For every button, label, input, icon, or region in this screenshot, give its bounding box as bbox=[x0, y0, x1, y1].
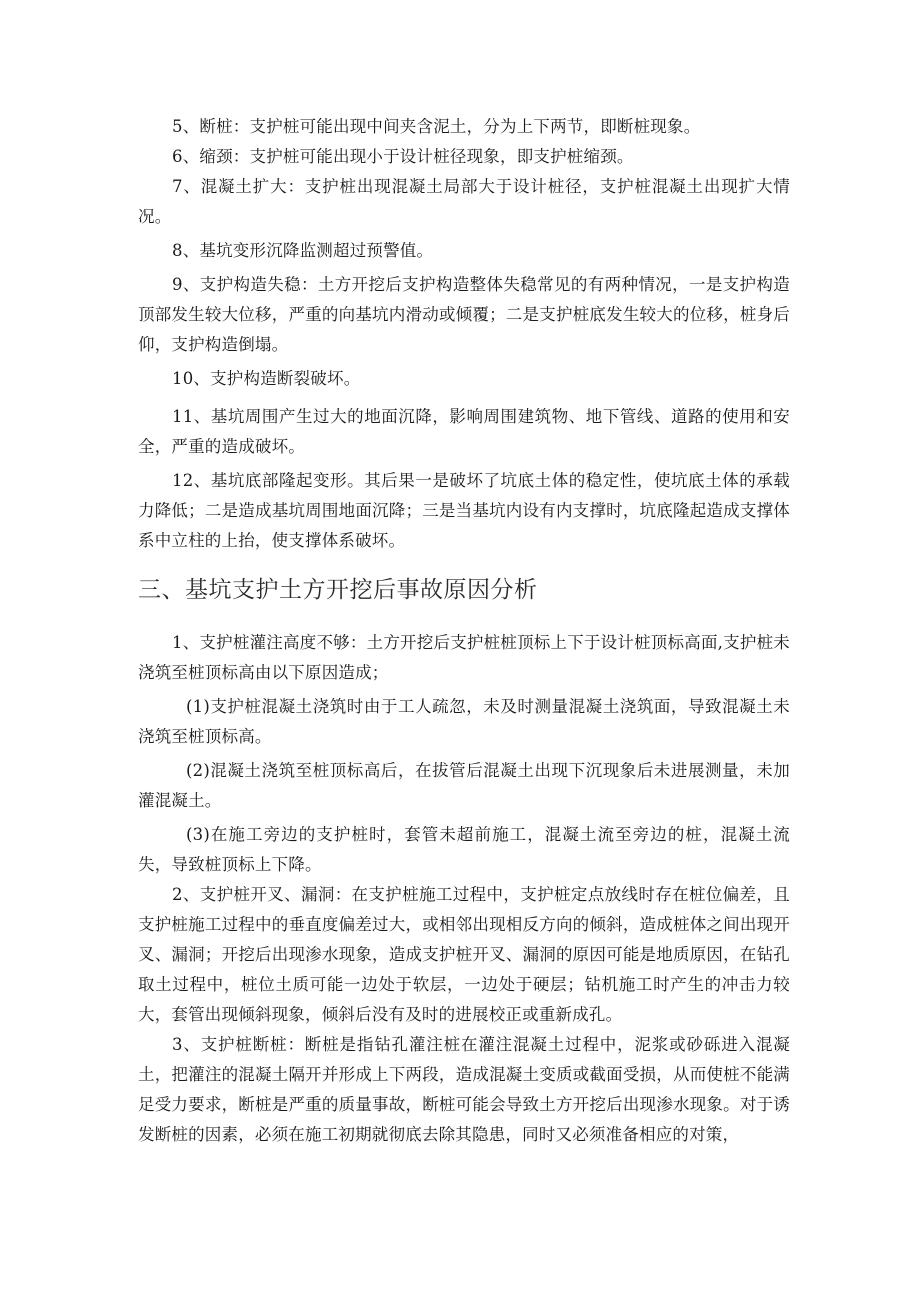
analysis-item-1-sub-2: (2)混凝土浇筑至桩顶标高后，在拔管后混凝土出现下沉现象后未进展测量，未加灌混凝土。 bbox=[138, 761, 790, 810]
section-heading: 三、基坑支护土方开挖后事故原因分析 bbox=[138, 577, 538, 603]
analysis-item-2: 2、支护桩开叉、漏洞：在支护桩施工过程中，支护桩定点放线时存在桩位偏差，且支护桩施工过程中的垂直度偏差过大，或相邻出现相反方向的倾斜，造成桩体之间出现开叉、漏洞；开挖后出现渗水现象，造成支护桩开叉、漏洞的原因可能是地质原因，在钻孔取土过程中，桩位土质可能一边处于软层，一边处于硬层；钻机施工时产生的冲击力较大，套管出现倾斜现象，倾斜后没有及时的进展校正或重新成孔。 bbox=[138, 885, 790, 1024]
list-item-6: 6、缩颈：支护桩可能出现小于设计桩径现象，即支护桩缩颈。 bbox=[172, 147, 634, 166]
list-item-9: 9、支护构造失稳：土方开挖后支护构造整体失稳常见的有两种情况，一是支护构造顶部发生较大位移，严重的向基坑内滑动或倾覆；二是支护桩底发生较大的位移，桩身后仰，支护构造倒塌。 bbox=[138, 275, 790, 354]
list-item-12: 12、基坑底部隆起变形。其后果一是破坏了坑底土体的稳定性，使坑底土体的承载力降低；二是造成基坑周围地面沉降；三是当基坑内设有内支撑时，坑底隆起造成支撑体系中立柱的上抬，使支撑体系破坏。 bbox=[138, 471, 790, 550]
analysis-item-3: 3、支护桩断桩：断桩是指钻孔灌注桩在灌注混凝土过程中，泥浆或砂砾进入混凝土，把灌注的混凝土隔开并形成上下两段，造成混凝土变质或截面受损，从而使桩不能满足受力要求，断桩是严重的质量事故，断桩可能会导致土方开挖后出现渗水现象。对于诱发断桩的因素，必须在施工初期就彻底去除其隐患，同时又必须准备相应的对策， bbox=[138, 1035, 790, 1144]
list-item-7: 7、混凝土扩大：支护桩出现混凝土局部大于设计桩径，支护桩混凝土出现扩大情况。 bbox=[138, 177, 790, 226]
analysis-item-1-sub-1: (1)支护桩混凝土浇筑时由于工人疏忽，未及时测量混凝土浇筑面，导致混凝土未浇筑至桩顶标高。 bbox=[138, 697, 790, 746]
analysis-item-1-sub-3: (3)在施工旁边的支护桩时，套管未超前施工，混凝土流至旁边的桩，混凝土流失，导致桩顶标上下降。 bbox=[138, 825, 790, 874]
list-item-10: 10、支护构造断裂破坏。 bbox=[172, 369, 361, 388]
document-page bbox=[138, 112, 790, 1150]
list-item-8: 8、基坑变形沉降监测超过预警值。 bbox=[172, 241, 434, 260]
analysis-item-1: 1、支护桩灌注高度不够：土方开挖后支护桩桩顶标上下于设计桩顶标高面,支护桩未浇筑至桩顶标高由以下原因造成； bbox=[138, 633, 790, 682]
list-item-11: 11、基坑周围产生过大的地面沉降，影响周围建筑物、地下管线、道路的使用和安全，严重的造成破坏。 bbox=[138, 407, 790, 456]
list-item-5: 5、断桩：支护桩可能出现中间夹含泥土，分为上下两节，即断桩现象。 bbox=[172, 117, 701, 136]
